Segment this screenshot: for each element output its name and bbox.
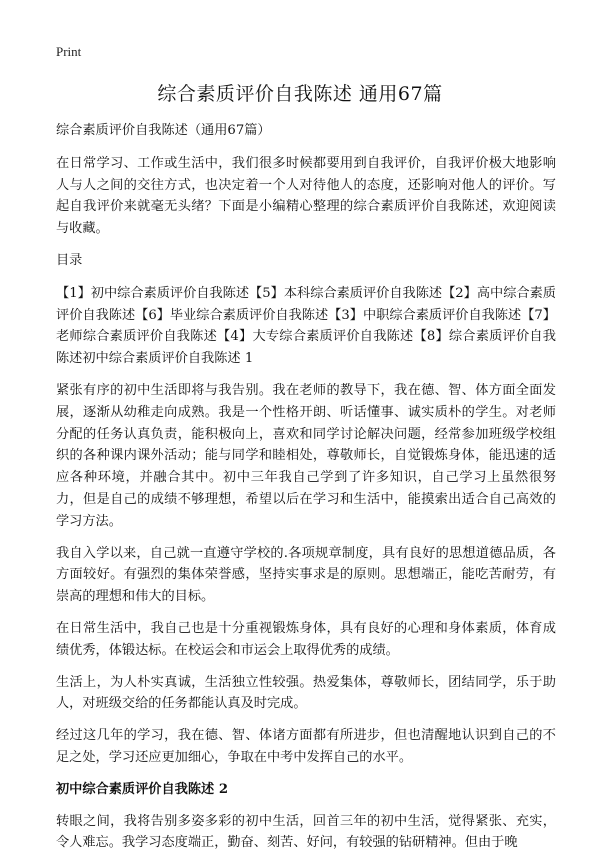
toc-text: 【1】初中综合素质评价自我陈述【5】本科综合素质评价自我陈述【2】高中综合素质评价自我陈述【6】毕业综合素质评价自我陈述【3】中职综合素质评价自我陈述【7】老师综合素质评价自我陈述【4】大专综合素质评价自我陈述【8】综合素质评价自我陈述初中综合素质评价自我陈述 1 — [56, 285, 556, 367]
print-link[interactable]: Print — [56, 44, 82, 59]
page-title: 综合素质评价自我陈述 通用67篇 — [157, 83, 443, 105]
body-paragraph: 经过这几年的学习，我在德、智、体诸方面都有所进步，但也清醒地认识到自己的不足之处，学习还应更加细心，争取在中考中发挥自己的水平。 — [56, 728, 556, 765]
section-heading: 初中综合素质评价自我陈述 2 — [56, 781, 229, 797]
body-paragraph: 在日常生活中，我自己也是十分重视锻炼身体，具有良好的心理和身体素质，体育成绩优秀，体锻达标。在校运会和市运会上取得优秀的成绩。 — [56, 620, 556, 658]
intro-paragraph: 在日常学习、工作或生活中，我们很多时候都要用到自我评价，自我评价极大地影响人与人之间的交往方式，也决定着一个人对待他人的态度，还影响对他人的评价。写起自我评价来就毫无头绪？下面是小编精心整理的综合素质评价自我陈述，欢迎阅读与收藏。 — [56, 155, 556, 237]
document-subtitle: 综合素质评价自我陈述（通用67篇） — [56, 123, 271, 138]
body-paragraph: 生活上，为人朴实真诚，生活独立性较强。热爱集体，尊敬师长，团结同学，乐于助人，对班级交给的任务都能认真及时完成。 — [56, 674, 556, 712]
document-body — [56, 120, 556, 864]
body-paragraph: 转眼之间，我将告别多姿多彩的初中生活，回首三年的初中生活，觉得紧张、充实，令人难忘。我学习态度端正，勤奋、刻苦、好问，有较强的钻研精神。但由于晚 — [56, 813, 556, 851]
body-paragraph: 紧张有序的初中生活即将与我告别。我在老师的教导下，我在德、智、体方面全面发展，逐渐从幼稚走向成熟。我是一个性格开朗、听话懂事、诚实质朴的学生。对老师分配的任务认真负责，能积极向上，喜欢和同学讨论解决问题，经常参加班级学校组织的各种课内课外活动；能与同学和睦相处，尊敬师长，自觉锻炼身体，能迅速的适应各种环境，并融合其中。初中三年我自己学到了许多知识，自己学习上虽然很努力，但是自己的成绩不够理想，希望以后在学习和生活中，能摸索出适合自己高效的学习方法。 — [56, 382, 556, 529]
body-paragraph: 我自入学以来，自己就一直遵守学校的.各项规章制度，具有良好的思想道德品质，各方面较好。有强烈的集体荣誉感，坚持实事求是的原则。思想端正，能吃苦耐劳，有崇高的理想和伟大的目标。 — [56, 545, 556, 605]
toc-label: 目录 — [56, 252, 83, 268]
